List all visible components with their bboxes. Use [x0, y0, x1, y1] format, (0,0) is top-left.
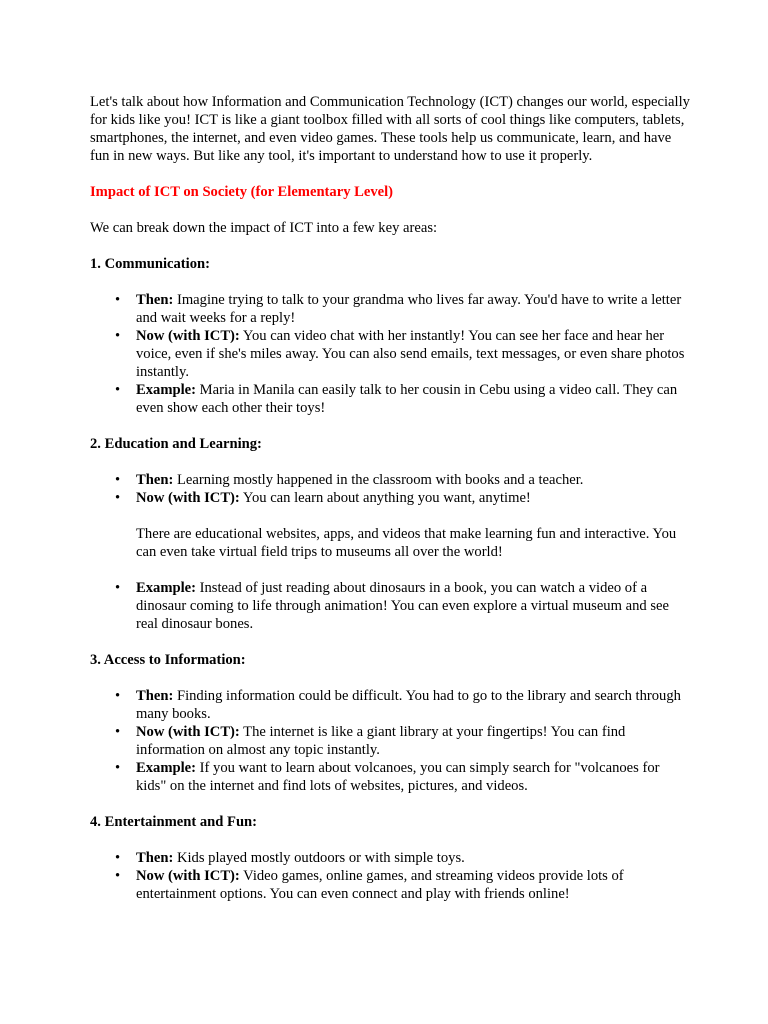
- bullet-list-education-example: [90, 579, 690, 633]
- list-item: [115, 489, 690, 507]
- list-item: [115, 579, 690, 633]
- item-text: Kids played mostly outdoors or with simple toys.: [173, 850, 465, 866]
- item-label: Now (with ICT):: [136, 724, 240, 740]
- section-title-communication: 1. Communication:: [90, 256, 210, 272]
- list-item: [115, 381, 690, 417]
- bullet-icon: •: [115, 580, 121, 596]
- bullet-icon: •: [115, 850, 121, 866]
- list-item: [115, 687, 690, 723]
- list-item: [115, 867, 690, 903]
- bullet-icon: •: [115, 472, 121, 488]
- item-text: Learning mostly happened in the classroom with books and a teacher.: [173, 472, 584, 488]
- bullet-list-education: [90, 471, 690, 507]
- item-text: You can learn about anything you want, anytime!: [239, 490, 531, 506]
- item-label: Now (with ICT):: [136, 490, 240, 506]
- list-item: [115, 471, 690, 489]
- item-text: If you want to learn about volcanoes, you can simply search for "volcanoes for kids" on the internet and find lots of websites, pictures, and videos.: [136, 760, 660, 794]
- section-title-access-to-information: 3. Access to Information:: [90, 652, 246, 668]
- section-title-entertainment: 4. Entertainment and Fun:: [90, 814, 258, 830]
- main-heading: Impact of ICT on Society (for Elementary Level): [90, 184, 394, 200]
- item-label: Then:: [136, 292, 174, 308]
- bullet-icon: •: [115, 688, 121, 704]
- item-label: Then:: [136, 850, 174, 866]
- intro-paragraph: Let's talk about how Information and Communication Technology (ICT) changes our world, especially for kids like you! ICT is like a giant toolbox filled with all sorts of cool things like computers, tablets, smartphones, the internet, and even video games. These tools help us communicate, learn, and have fun in new ways. But like any tool, it's important to understand how to use it properly.: [90, 94, 690, 164]
- bullet-icon: •: [115, 490, 121, 506]
- bullet-icon: •: [115, 868, 121, 884]
- bullet-icon: •: [115, 382, 121, 398]
- item-label: Example:: [136, 580, 196, 596]
- bullet-icon: •: [115, 328, 121, 344]
- item-text: Finding information could be difficult. You had to go to the library and search through many books.: [136, 688, 681, 722]
- item-text: Instead of just reading about dinosaurs in a book, you can watch a video of a dinosaur coming to life through animation! You can even explore a virtual museum and see real dinosaur bones.: [136, 580, 669, 632]
- bullet-icon: •: [115, 724, 121, 740]
- lead-in-paragraph: We can break down the impact of ICT into a few key areas:: [90, 220, 438, 236]
- bullet-icon: •: [115, 760, 121, 776]
- list-item: [115, 849, 690, 867]
- education-sub-paragraph: There are educational websites, apps, and videos that make learning fun and interactive. You can even take virtual field trips to museums all over the world!: [136, 526, 677, 560]
- item-text: You can video chat with her instantly! You can see her face and hear her voice, even if she's miles away. You can also send emails, text messages, or even share photos instantly.: [136, 328, 685, 380]
- list-item: [115, 291, 690, 327]
- bullet-list-communication: [90, 291, 690, 417]
- item-text: Video games, online games, and streaming videos provide lots of entertainment options. You can even connect and play with friends online!: [136, 868, 624, 902]
- item-text: Imagine trying to talk to your grandma who lives far away. You'd have to write a letter and wait weeks for a reply!: [136, 292, 682, 326]
- list-item: [115, 327, 690, 381]
- item-text: The internet is like a giant library at your fingertips! You can find information on almost any topic instantly.: [136, 724, 626, 758]
- item-label: Then:: [136, 688, 174, 704]
- bullet-list-entertainment: [90, 849, 690, 903]
- item-label: Now (with ICT):: [136, 328, 240, 344]
- bullet-list-access-to-information: [90, 687, 690, 795]
- item-label: Example:: [136, 760, 196, 776]
- list-item: [115, 759, 690, 795]
- item-text: Maria in Manila can easily talk to her cousin in Cebu using a video call. They can even show each other their toys!: [136, 382, 678, 416]
- section-title-education: 2. Education and Learning:: [90, 436, 262, 452]
- document-body: [90, 93, 690, 921]
- item-label: Now (with ICT):: [136, 868, 240, 884]
- bullet-icon: •: [115, 292, 121, 308]
- item-label: Then:: [136, 472, 174, 488]
- list-item: [115, 723, 690, 759]
- item-label: Example:: [136, 382, 196, 398]
